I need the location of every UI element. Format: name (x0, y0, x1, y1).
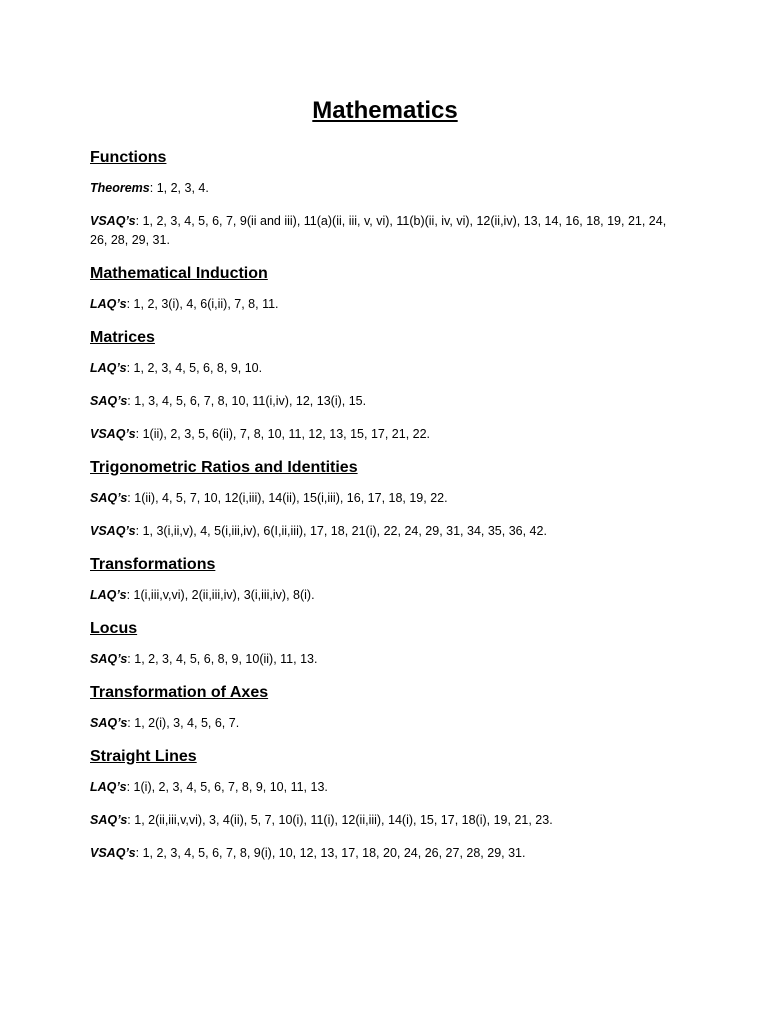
question-type-label: VSAQ’s (90, 846, 136, 860)
question-numbers: 1, 2, 3, 4, 5, 6, 7, 9(ii and iii), 11(a)(ii, iii, v, vi), 11(b)(ii, iv, vi), 12(ii,iv), 13, 14, 16, 18, 19, 21, 24, 26, 28, 29, 31. (90, 214, 667, 247)
question-numbers: 1, 2(i), 3, 4, 5, 6, 7. (134, 716, 240, 730)
question-list (90, 489, 680, 508)
question-list (90, 359, 680, 378)
question-numbers: 1, 2, 3(i), 4, 6(i,ii), 7, 8, 11. (133, 297, 279, 311)
question-list (90, 714, 680, 733)
question-list (90, 778, 680, 797)
section-heading: Mathematical Induction (90, 265, 268, 282)
label-separator: : (126, 297, 134, 311)
label-separator: : (127, 716, 135, 730)
question-numbers: 1, 3(i,ii,v), 4, 5(i,iii,iv), 6(I,ii,iii), 17, 18, 21(i), 22, 24, 29, 31, 34, 35, 36, 42. (142, 524, 547, 538)
question-numbers: 1(i), 2, 3, 4, 5, 6, 7, 8, 9, 10, 11, 13. (133, 780, 328, 794)
label-separator: : (127, 394, 135, 408)
question-type-label: VSAQ’s (90, 524, 136, 538)
question-type-label: LAQ’s (90, 297, 127, 311)
section-locus (90, 619, 680, 669)
question-numbers: 1, 2, 3, 4, 5, 6, 8, 9, 10(ii), 11, 13. (134, 652, 318, 666)
question-type-label: VSAQ’s (90, 214, 136, 228)
section-heading: Matrices (90, 329, 155, 346)
question-numbers: 1(ii), 2, 3, 5, 6(ii), 7, 8, 10, 11, 12, 13, 15, 17, 21, 22. (142, 427, 431, 441)
question-list (90, 425, 680, 444)
section-straight-lines (90, 747, 680, 863)
label-separator: : (126, 588, 134, 602)
label-separator: : (135, 214, 143, 228)
question-type-label: SAQ’s (90, 813, 128, 827)
label-separator: : (135, 846, 143, 860)
question-numbers: 1, 2, 3, 4, 5, 6, 8, 9, 10. (133, 361, 263, 375)
document-page (90, 96, 680, 877)
question-numbers: 1(ii), 4, 5, 7, 10, 12(i,iii), 14(ii), 15(i,iii), 16, 17, 18, 19, 22. (134, 491, 448, 505)
section-heading: Locus (90, 620, 138, 637)
section-heading: Transformations (90, 556, 216, 573)
section-heading: Transformation of Axes (90, 684, 269, 701)
label-separator: : (127, 652, 135, 666)
label-separator: : (149, 181, 157, 195)
label-separator: : (135, 524, 143, 538)
question-numbers: 1, 3, 4, 5, 6, 7, 8, 10, 11(i,iv), 12, 13(i), 15. (134, 394, 367, 408)
section-trigonometric-ratios (90, 458, 680, 541)
question-type-label: LAQ’s (90, 588, 127, 602)
section-functions (90, 148, 680, 250)
document-title: Mathematics (312, 97, 458, 124)
question-list (90, 212, 680, 250)
section-heading: Trigonometric Ratios and Identities (90, 459, 358, 476)
question-type-label: SAQ’s (90, 394, 128, 408)
question-list (90, 844, 680, 863)
label-separator: : (126, 361, 134, 375)
question-list (90, 522, 680, 541)
question-type-label: SAQ’s (90, 716, 128, 730)
label-separator: : (135, 427, 143, 441)
question-list (90, 295, 680, 314)
label-separator: : (127, 813, 135, 827)
label-separator: : (127, 491, 135, 505)
question-numbers: 1, 2, 3, 4. (156, 181, 209, 195)
question-list (90, 650, 680, 669)
question-list (90, 811, 680, 830)
question-type-label: VSAQ’s (90, 427, 136, 441)
question-type-label: SAQ’s (90, 652, 128, 666)
question-list (90, 179, 680, 198)
section-matrices (90, 328, 680, 444)
question-type-label: LAQ’s (90, 780, 127, 794)
section-heading: Straight Lines (90, 748, 197, 765)
section-mathematical-induction (90, 264, 680, 314)
label-separator: : (126, 780, 134, 794)
question-list (90, 586, 680, 605)
section-heading: Functions (90, 149, 167, 166)
question-type-label: SAQ’s (90, 491, 128, 505)
section-transformations (90, 555, 680, 605)
question-numbers: 1, 2(ii,iii,v,vi), 3, 4(ii), 5, 7, 10(i), 11(i), 12(ii,iii), 14(i), 15, 17, 18(i), 19, 21, 23. (134, 813, 553, 827)
question-list (90, 392, 680, 411)
question-numbers: 1, 2, 3, 4, 5, 6, 7, 8, 9(i), 10, 12, 13, 17, 18, 20, 24, 26, 27, 28, 29, 31. (142, 846, 526, 860)
question-numbers: 1(i,iii,v,vi), 2(ii,iii,iv), 3(i,iii,iv), 8(i). (133, 588, 315, 602)
section-transformation-of-axes (90, 683, 680, 733)
question-type-label: LAQ’s (90, 361, 127, 375)
question-type-label: Theorems (90, 181, 150, 195)
